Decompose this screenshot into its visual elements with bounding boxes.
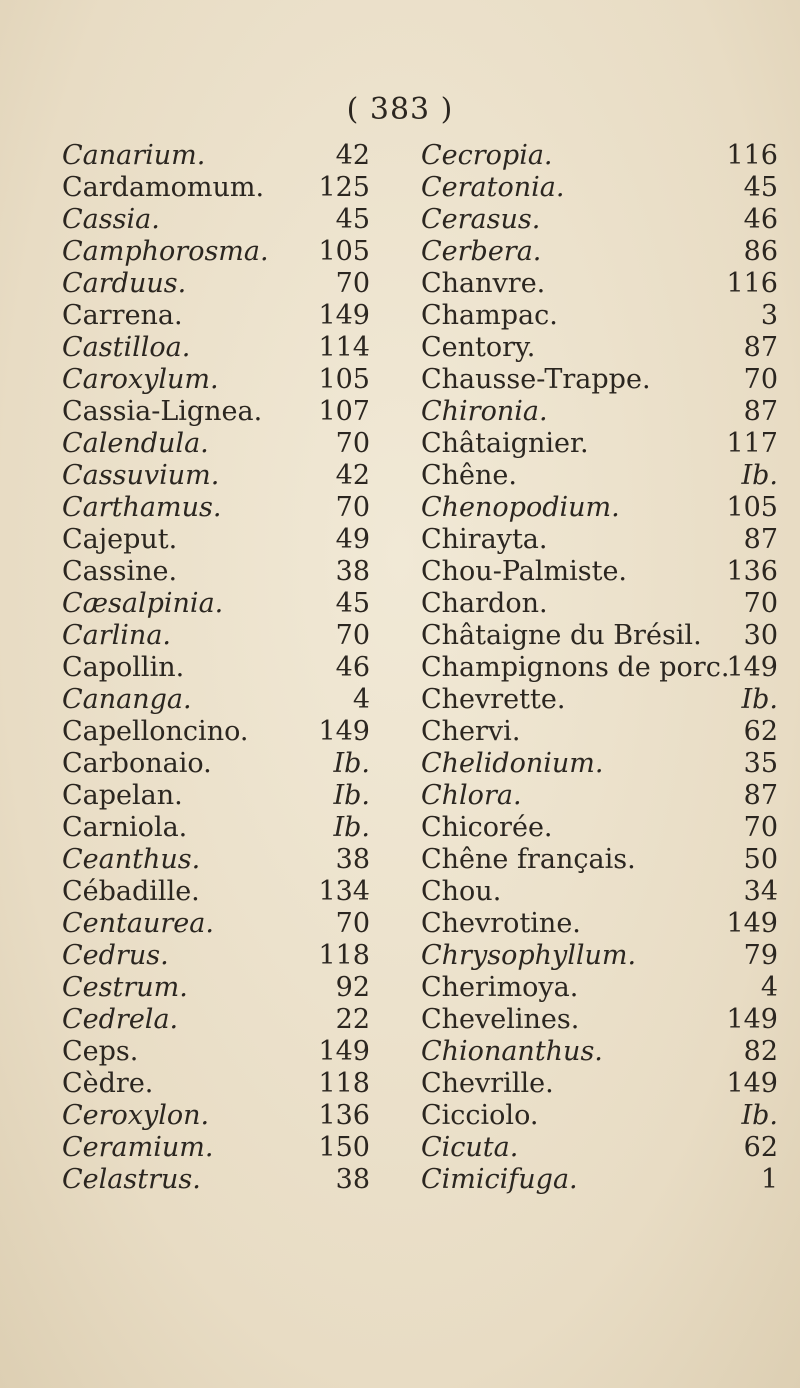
entry-page: Ib. [741, 1100, 778, 1131]
index-entry [0, 1004, 390, 1036]
entry-name: Castilloa. [62, 332, 191, 363]
entry-page: 105 [318, 364, 370, 395]
entry-page: 92 [335, 972, 370, 1003]
entry-name: Chevrotine. [421, 908, 581, 939]
index-entry [386, 172, 800, 204]
entry-name: Cicciolo. [421, 1100, 539, 1131]
entry-page: 35 [743, 748, 778, 779]
entry-page: 42 [335, 460, 370, 491]
entry-name: Cassuvium. [62, 460, 220, 491]
entry-page: 125 [318, 172, 370, 203]
entry-page: 49 [335, 524, 370, 555]
entry-name: Chevrille. [421, 1068, 554, 1099]
index-entry [386, 236, 800, 268]
entry-name: Chervi. [421, 716, 521, 747]
entry-name: Capelloncino. [62, 716, 249, 747]
index-entry [386, 844, 800, 876]
entry-name: Chelidonium. [421, 748, 604, 779]
entry-page: 70 [335, 492, 370, 523]
entry-page: Ib. [741, 460, 778, 491]
entry-page: 149 [318, 1036, 370, 1067]
entry-name: Chou. [421, 876, 502, 907]
index-entry [386, 364, 800, 396]
entry-page: 34 [743, 876, 778, 907]
index-entry [0, 780, 390, 812]
index-entry [0, 492, 390, 524]
entry-page: 149 [318, 300, 370, 331]
entry-page: 149 [726, 1068, 778, 1099]
entry-page: 86 [743, 236, 778, 267]
entry-name: Ceroxylon. [62, 1100, 210, 1131]
index-entry [386, 332, 800, 364]
entry-name: Cestrum. [62, 972, 188, 1003]
index-entry [0, 812, 390, 844]
index-entry [386, 876, 800, 908]
index-entry [386, 940, 800, 972]
entry-page: 79 [743, 940, 778, 971]
entry-page: 82 [743, 1036, 778, 1067]
entry-page: 38 [335, 844, 370, 875]
entry-page: 149 [726, 1004, 778, 1035]
entry-name: Cerbera. [421, 236, 542, 267]
entry-name: Chionanthus. [421, 1036, 603, 1067]
entry-name: Cherimoya. [421, 972, 579, 1003]
index-entry [386, 1100, 800, 1132]
entry-name: Cajeput. [62, 524, 178, 555]
entry-name: Chevrette. [421, 684, 566, 715]
entry-page: 87 [743, 332, 778, 363]
entry-name: Cerasus. [421, 204, 541, 235]
entry-name: Champac. [421, 300, 558, 331]
entry-page: 3 [760, 300, 778, 331]
entry-name: Carlina. [62, 620, 172, 651]
index-entry [386, 556, 800, 588]
index-entry [0, 1068, 390, 1100]
entry-page: 105 [726, 492, 778, 523]
index-entry [0, 300, 390, 332]
entry-page: 134 [318, 876, 370, 907]
entry-page: 70 [335, 268, 370, 299]
page-number: ( 383 ) [346, 92, 454, 127]
index-entry [0, 428, 390, 460]
entry-page: 50 [743, 844, 778, 875]
entry-page: 118 [318, 1068, 370, 1099]
index-entry [386, 908, 800, 940]
index-entry [386, 716, 800, 748]
entry-page: 1 [760, 1164, 778, 1195]
entry-name: Caroxylum. [62, 364, 219, 395]
entry-page: 105 [318, 236, 370, 267]
entry-name: Chrysophyllum. [421, 940, 637, 971]
entry-page: 114 [318, 332, 370, 363]
entry-page: Ib. [333, 780, 370, 811]
index-entry [0, 1036, 390, 1068]
index-entry [0, 172, 390, 204]
index-entry [386, 460, 800, 492]
index-entry [0, 268, 390, 300]
entry-name: Champignons de porc. [421, 652, 730, 683]
index-entry [0, 1164, 390, 1196]
index-entry [0, 1132, 390, 1164]
entry-name: Chirayta. [421, 524, 548, 555]
entry-page: 136 [726, 556, 778, 587]
entry-name: Cedrus. [62, 940, 169, 971]
entry-page: 118 [318, 940, 370, 971]
entry-name: Cananga. [62, 684, 192, 715]
entry-page: 45 [335, 588, 370, 619]
entry-page: Ib. [333, 748, 370, 779]
entry-name: Capelan. [62, 780, 183, 811]
entry-name: Cébadille. [62, 876, 200, 907]
index-entry [0, 908, 390, 940]
entry-name: Chicorée. [421, 812, 553, 843]
entry-page: 87 [743, 780, 778, 811]
index-entry [386, 1132, 800, 1164]
entry-page: 116 [726, 140, 778, 171]
entry-name: Cicuta. [421, 1132, 519, 1163]
index-entry [0, 204, 390, 236]
entry-name: Ceps. [62, 1036, 139, 1067]
index-entry [0, 460, 390, 492]
entry-page: 70 [743, 812, 778, 843]
entry-page: 149 [726, 652, 778, 683]
index-entry [0, 620, 390, 652]
index-entry [386, 140, 800, 172]
entry-page: 70 [743, 588, 778, 619]
index-entry [386, 300, 800, 332]
entry-name: Chausse-Trappe. [421, 364, 651, 395]
entry-name: Canarium. [62, 140, 206, 171]
index-entry [0, 396, 390, 428]
entry-name: Carthamus. [62, 492, 222, 523]
index-entry [0, 364, 390, 396]
entry-name: Camphorosma. [62, 236, 269, 267]
index-entry [386, 652, 800, 684]
entry-name: Carniola. [62, 812, 188, 843]
index-entry [386, 748, 800, 780]
index-entry [386, 1004, 800, 1036]
entry-name: Chlora. [421, 780, 522, 811]
index-entry [386, 492, 800, 524]
entry-page: 4 [760, 972, 778, 1003]
entry-page: 70 [335, 428, 370, 459]
index-entry [0, 652, 390, 684]
entry-name: Cedrela. [62, 1004, 179, 1035]
entry-page: 149 [318, 716, 370, 747]
index-column-left [0, 140, 390, 1196]
index-entry [0, 716, 390, 748]
index-entry [386, 428, 800, 460]
entry-name: Chêne français. [421, 844, 636, 875]
entry-name: Chou-Palmiste. [421, 556, 628, 587]
entry-page: 117 [726, 428, 778, 459]
entry-name: Chevelines. [421, 1004, 580, 1035]
entry-name: Cassia. [62, 204, 160, 235]
index-entry [386, 812, 800, 844]
entry-name: Carrena. [62, 300, 183, 331]
entry-page: 70 [335, 908, 370, 939]
index-entry [386, 268, 800, 300]
entry-page: 45 [335, 204, 370, 235]
entry-name: Celastrus. [62, 1164, 201, 1195]
entry-name: Chanvre. [421, 268, 546, 299]
entry-page: 46 [335, 652, 370, 683]
index-entry [0, 876, 390, 908]
index-entry [0, 972, 390, 1004]
entry-page: 42 [335, 140, 370, 171]
index-entry [0, 940, 390, 972]
index-entry [386, 780, 800, 812]
entry-name: Carduus. [62, 268, 187, 299]
entry-name: Cèdre. [62, 1068, 154, 1099]
entry-page: 45 [743, 172, 778, 203]
entry-page: 62 [743, 1132, 778, 1163]
entry-page: 107 [318, 396, 370, 427]
index-entry [0, 140, 390, 172]
index-entry [386, 620, 800, 652]
entry-name: Chironia. [421, 396, 548, 427]
index-entry [386, 972, 800, 1004]
entry-page: Ib. [741, 684, 778, 715]
entry-page: 38 [335, 1164, 370, 1195]
index-entry [0, 332, 390, 364]
entry-page: 70 [743, 364, 778, 395]
entry-page: Ib. [333, 812, 370, 843]
entry-page: 46 [743, 204, 778, 235]
entry-page: 22 [335, 1004, 370, 1035]
entry-page: 4 [352, 684, 370, 715]
index-entry [386, 524, 800, 556]
index-entry [0, 1100, 390, 1132]
index-entry [0, 556, 390, 588]
entry-name: Cimicifuga. [421, 1164, 578, 1195]
entry-page: 30 [743, 620, 778, 651]
entry-name: Carbonaio. [62, 748, 212, 779]
entry-name: Cassia-Lignea. [62, 396, 263, 427]
entry-name: Châtaigne du Brésil. [421, 620, 702, 651]
entry-name: Calendula. [62, 428, 209, 459]
index-entry [0, 524, 390, 556]
entry-name: Cæsalpinia. [62, 588, 224, 619]
entry-name: Chenopodium. [421, 492, 620, 523]
index-entry [386, 1036, 800, 1068]
index-entry [0, 844, 390, 876]
entry-name: Cardamomum. [62, 172, 265, 203]
entry-page: 70 [335, 620, 370, 651]
index-entry [0, 236, 390, 268]
entry-page: 87 [743, 396, 778, 427]
entry-name: Chêne. [421, 460, 517, 491]
entry-page: 136 [318, 1100, 370, 1131]
index-entry [386, 684, 800, 716]
index-entry [386, 1068, 800, 1100]
entry-name: Ceratonia. [421, 172, 565, 203]
entry-page: 150 [318, 1132, 370, 1163]
entry-page: 149 [726, 908, 778, 939]
index-entry [386, 204, 800, 236]
index-entry [386, 588, 800, 620]
entry-page: 38 [335, 556, 370, 587]
entry-name: Cecropia. [421, 140, 553, 171]
index-entry [0, 588, 390, 620]
entry-page: 62 [743, 716, 778, 747]
index-entry [0, 748, 390, 780]
index-entry [386, 396, 800, 428]
entry-name: Chardon. [421, 588, 548, 619]
entry-page: 116 [726, 268, 778, 299]
entry-page: 87 [743, 524, 778, 555]
index-column-right [386, 140, 800, 1196]
entry-name: Châtaignier. [421, 428, 589, 459]
index-entry [0, 684, 390, 716]
entry-name: Centaurea. [62, 908, 214, 939]
entry-name: Cassine. [62, 556, 178, 587]
index-entry [386, 1164, 800, 1196]
entry-name: Ceramium. [62, 1132, 214, 1163]
entry-name: Centory. [421, 332, 536, 363]
entry-name: Ceanthus. [62, 844, 201, 875]
entry-name: Capollin. [62, 652, 185, 683]
